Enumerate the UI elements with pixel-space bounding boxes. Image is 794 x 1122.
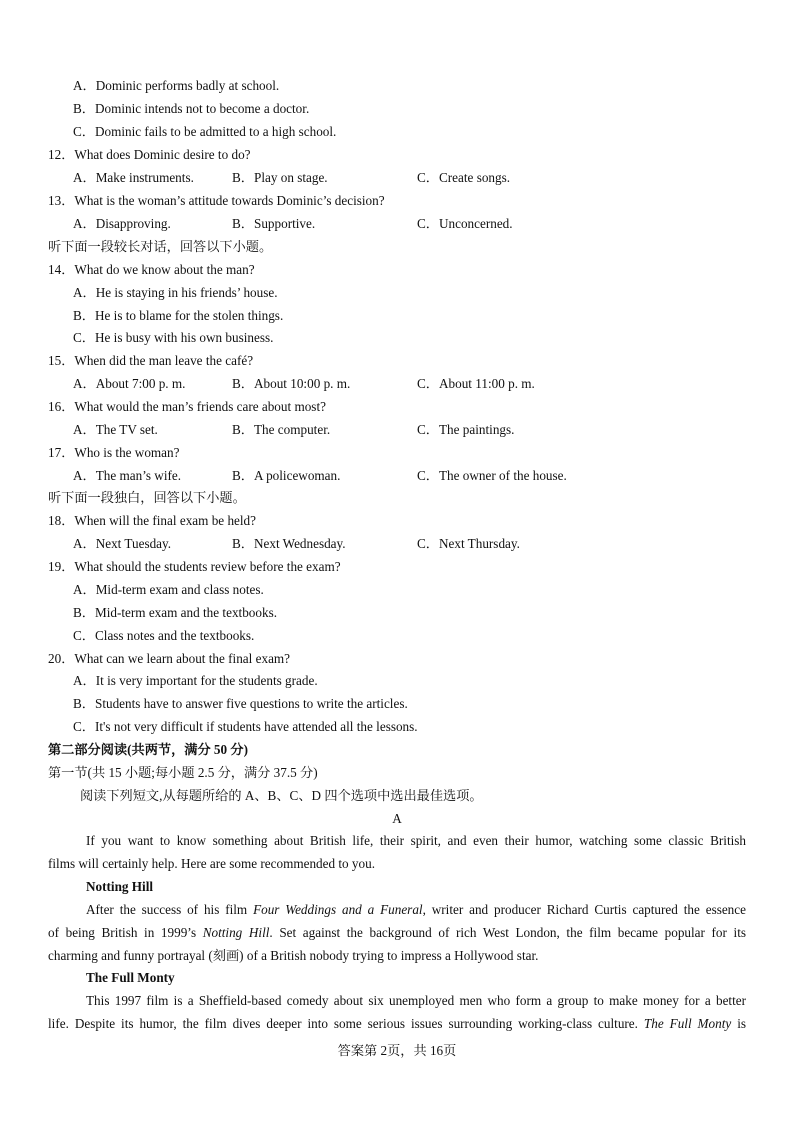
q17-stem: 17．Who is the woman? [48,445,180,460]
section1-instructions: 阅读下列短文,从每题所给的 A、B、C、D 四个选项中选出最佳选项。 [80,788,483,803]
q18-stem: 18．When will the final exam be held? [48,513,256,528]
q20-stem: 20．What can we learn about the final exam? [48,651,291,666]
q20-option-a: A．It is very important for the students grade. [73,673,318,688]
q16-option-b: B．The computer. [232,422,331,437]
q16-option-a: A．The TV set. [73,422,158,437]
q19-option-b: B．Mid-term exam and the textbooks. [73,605,278,620]
q11-option-c: C．Dominic fails to be admitted to a high school. [73,124,337,139]
q18-option-a: A．Next Tuesday. [73,536,172,551]
passage-full-monty [48,989,746,1035]
q18-option-c: C．Next Thursday. [417,536,520,551]
passage-label: A [392,811,402,826]
q14-option-a: A．He is staying in his friends’ house. [73,285,278,300]
page-footer: 答案第 2页，共 16页 [337,1043,457,1058]
q17-option-c: C．The owner of the house. [417,468,567,483]
q15-option-b: B．About 10:00 p. m. [232,376,351,391]
q13-option-c: C．Unconcerned. [417,216,513,231]
direction-long-dialogue: 听下面一段较长对话，回答以下小题。 [48,239,273,254]
q13-stem: 13．What is the woman’s attitude towards Dominic’s decision? [48,193,385,208]
q19-option-c: C．Class notes and the textbooks. [73,628,255,643]
p2-line-2: life. Despite its humor, the film dives deeper into some serious issues surrounding working-class culture. The Full Monty is [48,1016,746,1031]
q18-option-b: B．Next Wednesday. [232,536,346,551]
q12-option-b: B．Play on stage. [232,170,328,185]
film-heading-notting-hill: Notting Hill [86,879,154,894]
q16-stem: 16．What would the man’s friends care about most? [48,399,326,414]
q14-stem: 14．What do we know about the man? [48,262,255,277]
q20-option-b: B．Students have to answer five questions to write the articles. [73,696,408,711]
passage-notting-hill [48,898,746,967]
q12-option-c: C．Create songs. [417,170,511,185]
q20-option-c: C．It's not very difficult if students have attended all the lessons. [73,719,418,734]
q15-option-c: C．About 11:00 p. m. [417,376,535,391]
direction-monologue: 听下面一段独白，回答以下小题。 [48,490,246,505]
p2-line-1: This 1997 film is a Sheffield-based comedy about six unemployed men who form a group to make money for a better [86,993,746,1008]
part2-title: 第二部分阅读(共两节，满分 50 分) [48,742,249,757]
film-heading-full-monty: The Full Monty [86,970,175,985]
q12-option-a: A．Make instruments. [73,170,194,185]
q17-option-b: B．A policewoman. [232,468,341,483]
q16-option-c: C．The paintings. [417,422,515,437]
section1-title: 第一节(共 15 小题;每小题 2.5 分，满分 37.5 分) [48,765,318,780]
q15-option-a: A．About 7:00 p. m. [73,376,186,391]
p1-line-3: charming and funny portrayal (刻画) of a British nobody trying to impress a Hollywood star. [48,948,539,963]
q13-option-b: B．Supportive. [232,216,316,231]
p1-line-2: of being British in 1999’s Notting Hill. Set against the background of rich West London, the film became popular for its [48,925,746,940]
q11-option-a: A．Dominic performs badly at school. [73,78,280,93]
intro-line-1: If you want to know something about British life, their spirit, and even their humor, watching some classic British [86,833,746,848]
intro-line-2: films will certainly help. Here are some recommended to you. [48,856,376,871]
q15-stem: 15．When did the man leave the café? [48,353,254,368]
q19-option-a: A．Mid-term exam and class notes. [73,582,264,597]
q11-option-b: B．Dominic intends not to become a doctor. [73,101,310,116]
q19-stem: 19．What should the students review before the exam? [48,559,341,574]
q14-option-c: C．He is busy with his own business. [73,330,274,345]
q13-option-a: A．Disapproving. [73,216,171,231]
p1-line-1: After the success of his film Four Weddings and a Funeral, writer and producer Richard Curtis captured the essence [86,902,746,917]
q12-stem: 12．What does Dominic desire to do? [48,147,251,162]
q17-option-a: A．The man’s wife. [73,468,182,483]
passage-intro [48,829,746,875]
q14-option-b: B．He is to blame for the stolen things. [73,308,284,323]
